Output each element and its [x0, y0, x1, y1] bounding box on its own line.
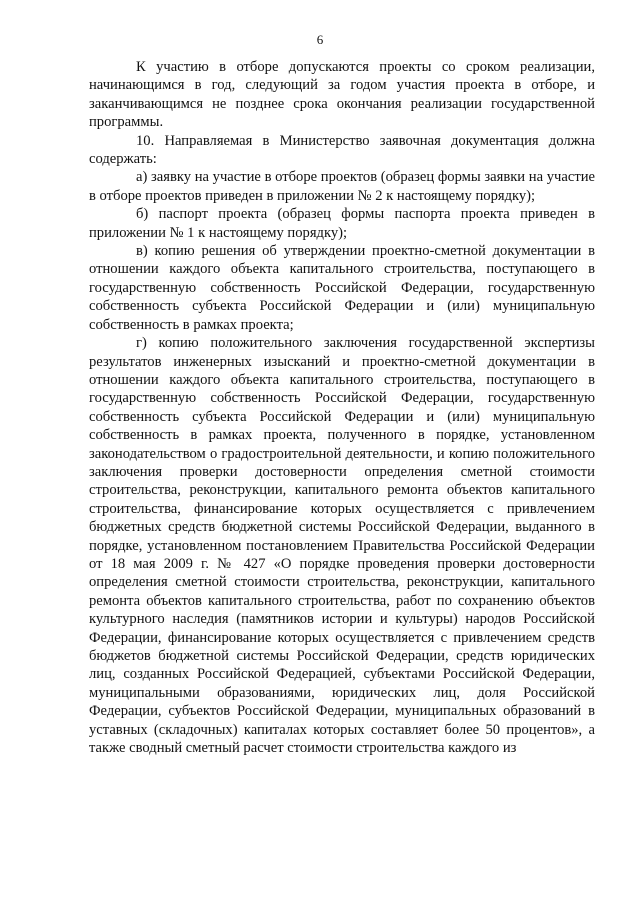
- paragraph-item-v-design-approval: в) копию решения об утверждении проектно-сметной документации в отношении каждого объекта капитального строительства, поступающего в государственную собственность Российской Федерации, государственную собственность субъекта Российской Федерации и (или) муниципальную собственность в рамках проекта;: [89, 243, 595, 333]
- paragraph-item-a-application: а) заявку на участие в отборе проектов (образец формы заявки на участие в отборе проектов приведен в приложении № 2 к настоящему порядку);: [89, 169, 595, 204]
- paragraph-10-application-documents: 10. Направляемая в Министерство заявочная документация должна содержать:: [89, 132, 595, 168]
- paragraph-participation-terms: К участию в отборе допускаются проекты со сроком реализации, начинающимся в год, следующий за годом участия проекта в отборе, и заканчивающимся не позднее срока окончания реализации государственной программы.: [89, 59, 595, 131]
- paragraph-item-b-project-passport: б) паспорт проекта (образец формы паспорта проекта приведен в приложении № 1 к настоящему порядку);: [89, 206, 595, 241]
- page-number: 6: [316, 32, 324, 47]
- paragraph-item-g-expert-review: г) копию положительного заключения государственной экспертизы результатов инженерных изысканий и проектно-сметной документации в отношении каждого объекта капитального строительства, поступающего в государственную собственность Российской Федерации, государственную собственность субъекта Российской Федерации и (или) муниципальную собственность в рамках проекта, полученного в порядке, установленном законодательством о градостроительной деятельности, и копию положительного заключения проверки достоверности определения сметной стоимости строительства, реконструкции, капитального ремонта объектов капитального строительства, финансирование которых осуществляется с привлечением бюджетных средств бюджетной системы Российской Федерации, выданного в порядке, установленном постановлением Правительства Российской Федерации от 18 мая 2009 г. № 427 «О порядке проведения проверки достоверности определения сметной стоимости строительства, реконструкции, капитального ремонта объектов капитального строительства, работ по сохранению объектов культурного наследия (памятников истории и культуры) народов Российской Федерации, финансирование которых осуществляется с привлечением средств бюджетов бюджетной системы Российской Федерации, средств юридических лиц, созданных Российской Федерацией, субъектами Российской Федерации, муниципальными образованиями, юридических лиц, доля Российской Федерации, субъектов Российской Федерации, муниципальных образований в уставных (складочных) капиталах которых составляет более 50 процентов», а также сводный сметный расчет стоимости строительства каждого из: [89, 335, 595, 757]
- document-body: [89, 58, 595, 757]
